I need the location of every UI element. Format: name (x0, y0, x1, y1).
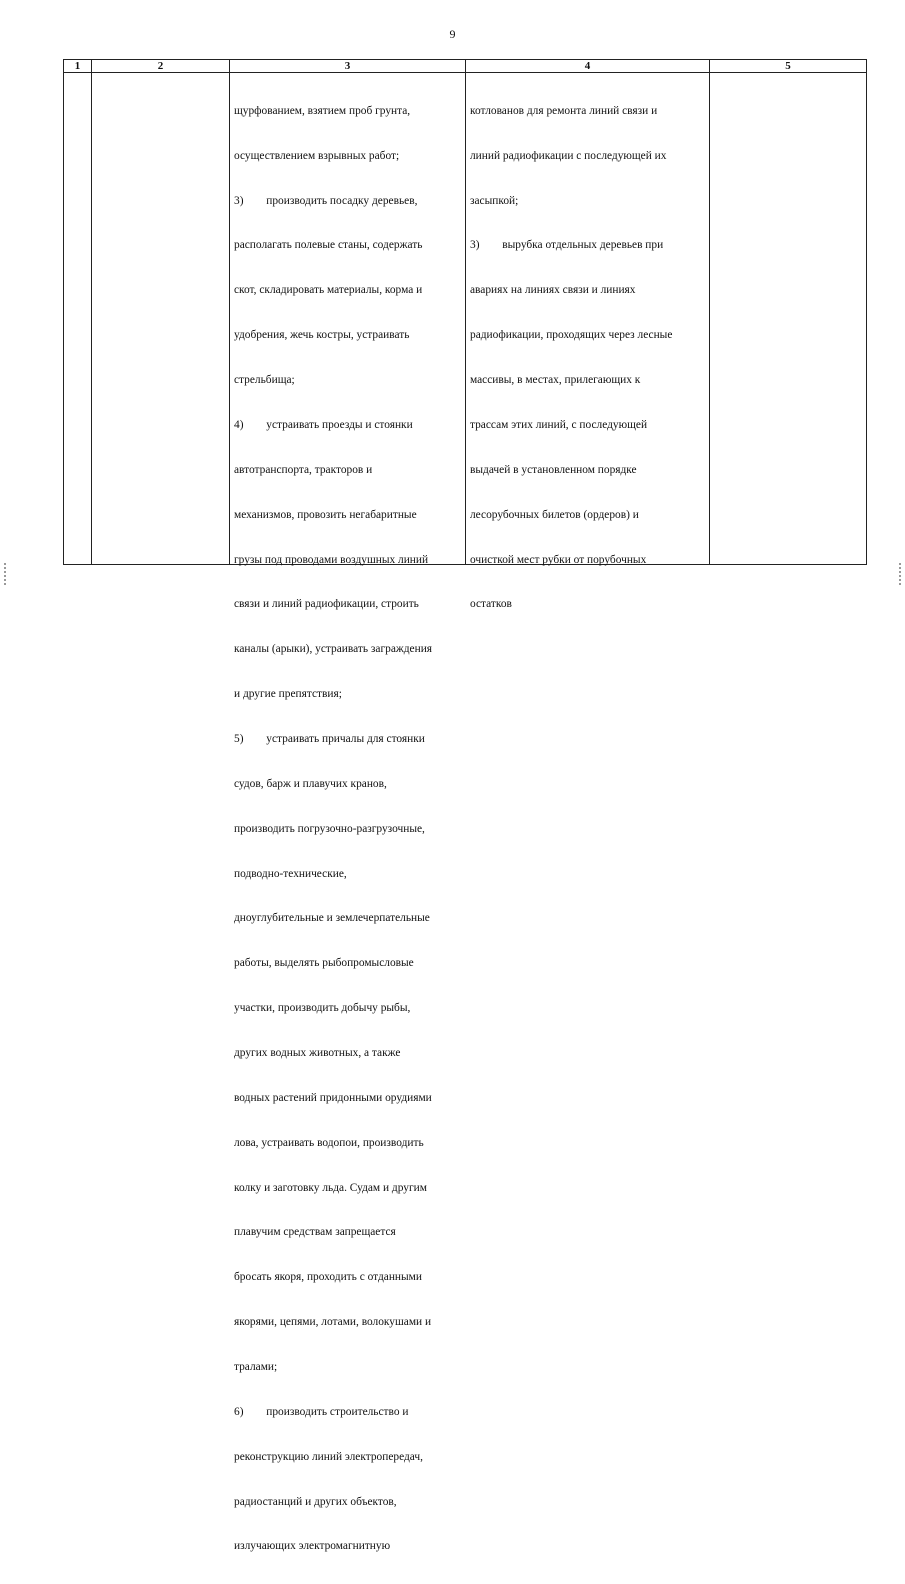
text-line: щурфованием, взятием проб грунта, (234, 104, 411, 117)
text-line: 4) устраивать проезды и стоянки (234, 418, 413, 431)
text-line: других водных животных, а также (234, 1046, 401, 1059)
text-line: засыпкой; (470, 194, 519, 207)
page-number: 9 (449, 27, 456, 41)
cell-col-4 (466, 73, 710, 611)
cell-col-2 (92, 73, 230, 565)
text-line: стрельбища; (234, 374, 295, 387)
text-line: 5) устраивать причалы для стоянки (234, 732, 425, 745)
text-line: 3) вырубка отдельных деревьев при (470, 239, 664, 252)
text-line: 3) производить посадку деревьев, (234, 194, 418, 207)
text-line: реконструкцию линий электропередач, (234, 1450, 423, 1463)
text-line: подводно-технические, (234, 867, 347, 880)
text-line: удобрения, жечь костры, устраивать (234, 329, 410, 342)
text-line: участки, производить добычу рыбы, (234, 1002, 411, 1015)
text-line: водных растений придонными орудиями (234, 1091, 432, 1104)
column-header-3: 3 (230, 60, 466, 73)
text-line: лесорубочных билетов (ордеров) и (470, 508, 639, 521)
text-line: механизмов, провозить негабаритные (234, 508, 417, 521)
permitted-works-text (466, 73, 709, 611)
text-line: 6) производить строительство и (234, 1405, 409, 1418)
text-line: линий радиофикации с последующей их (470, 149, 667, 162)
cell-col-5 (710, 73, 867, 565)
text-line: и другие препятствия; (234, 688, 342, 701)
text-line: авариях на линиях связи и линиях (470, 284, 636, 297)
text-line: излучающих электромагнитную (234, 1540, 391, 1553)
text-line: остатков (470, 598, 512, 611)
text-line: работы, выделять рыбопромысловые (234, 957, 414, 970)
text-line: бросать якоря, проходить с отданными (234, 1271, 422, 1284)
left-margin-scan-mark (4, 563, 6, 585)
text-line: судов, барж и плавучих кранов, (234, 777, 387, 790)
text-line: каналы (арыки), устраивать заграждения (234, 643, 433, 656)
table-row (64, 73, 867, 565)
text-line: лова, устраивать водопои, производить (234, 1136, 424, 1149)
column-header-2: 2 (92, 60, 230, 73)
right-margin-scan-mark (899, 563, 901, 585)
cell-col-1 (64, 73, 92, 565)
text-line: выдачей в установленном порядке (470, 463, 637, 476)
regulation-table (63, 59, 867, 1553)
text-line: колку и заготовку льда. Судам и другим (234, 1181, 427, 1194)
text-line: скот, складировать материалы, корма и (234, 284, 423, 297)
text-line: осуществлением взрывных работ; (234, 149, 400, 162)
text-line: якорями, цепями, лотами, волокушами и (234, 1316, 432, 1329)
text-line: автотранспорта, тракторов и (234, 463, 373, 476)
text-line: плавучим средствам запрещается (234, 1226, 396, 1239)
text-line: массивы, в местах, прилегающих к (470, 374, 641, 387)
text-line: связи и линий радиофикации, строить (234, 598, 419, 611)
text-line: производить погрузочно-разгрузочные, (234, 822, 425, 835)
text-line: тралами; (234, 1360, 278, 1373)
text-line: котлованов для ремонта линий связи и (470, 104, 658, 117)
prohibitions-text (230, 73, 465, 1553)
text-line: располагать полевые станы, содержать (234, 239, 423, 252)
text-line: очисткой мест рубки от порубочных (470, 553, 647, 566)
column-header-1: 1 (64, 60, 92, 73)
text-line: дноуглубительные и землечерпательные (234, 912, 430, 925)
column-header-4: 4 (466, 60, 710, 73)
text-line: радиостанций и других объектов, (234, 1495, 397, 1508)
text-line: трассам этих линий, с последующей (470, 418, 648, 431)
text-line: грузы под проводами воздушных линий (234, 553, 429, 566)
text-line: радиофикации, проходящих через лесные (470, 329, 673, 342)
table-header-row (64, 60, 867, 73)
column-header-5: 5 (710, 60, 867, 73)
cell-col-3 (230, 73, 466, 1553)
